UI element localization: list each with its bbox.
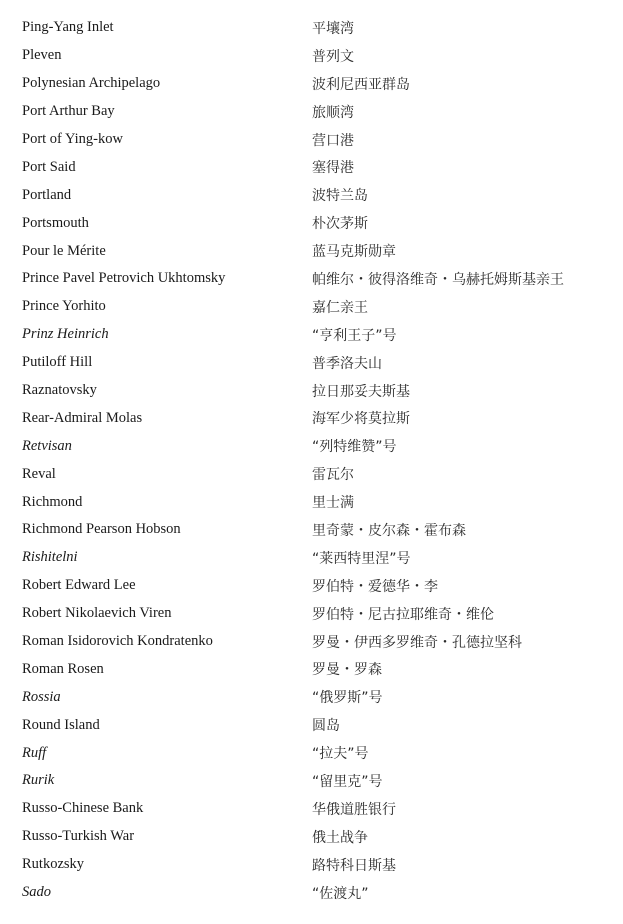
english-term: Ruff [22, 744, 47, 761]
glossary-entry [0, 377, 623, 405]
chinese-translation: 嘉仁亲王 [312, 299, 368, 316]
chinese-translation: 海军少将莫拉斯 [312, 411, 410, 428]
glossary-entry [0, 265, 623, 293]
english-term: Raznatovsky [22, 382, 97, 399]
chinese-translation: 罗伯特・尼古拉耶维奇・维伦 [312, 606, 494, 623]
chinese-translation: 蓝马克斯勋章 [312, 244, 396, 261]
chinese-translation: “拉夫”号 [312, 746, 369, 763]
chinese-translation: 帕维尔・彼得洛维奇・乌赫托姆斯基亲王 [312, 271, 564, 288]
english-term: Robert Nikolaevich Viren [22, 605, 172, 622]
english-term: Reval [22, 465, 56, 482]
glossary-entry [0, 683, 623, 711]
chinese-translation: 普列文 [312, 48, 354, 65]
english-term: Portsmouth [22, 214, 89, 231]
english-term: Prince Yorhito [22, 298, 106, 315]
english-term: Putiloff Hill [22, 354, 93, 371]
chinese-translation: 波特兰岛 [312, 188, 368, 205]
english-term: Rurik [22, 772, 55, 789]
chinese-translation: 平壤湾 [312, 20, 354, 37]
english-term: Port Said [22, 158, 76, 175]
glossary-entry [0, 349, 623, 377]
glossary-list [0, 14, 623, 907]
english-term: Roman Rosen [22, 660, 104, 677]
english-term: Pour le Mérite [22, 242, 106, 259]
english-term: Portland [22, 186, 72, 203]
chinese-translation: 雷瓦尔 [312, 467, 354, 484]
glossary-entry [0, 209, 623, 237]
chinese-translation: 旅顺湾 [312, 104, 354, 121]
chinese-translation: 里奇蒙・皮尔森・霍布森 [312, 522, 466, 539]
glossary-entry [0, 795, 623, 823]
chinese-translation: 圆岛 [312, 718, 340, 735]
glossary-entry [0, 628, 623, 656]
glossary-entry [0, 321, 623, 349]
chinese-translation: “佐渡丸” [312, 885, 369, 902]
chinese-translation: 营口港 [312, 132, 354, 149]
glossary-entry [0, 293, 623, 321]
english-term: Richmond [22, 493, 83, 510]
english-term: Sado [22, 884, 51, 901]
glossary-entry [0, 711, 623, 739]
english-term: Prince Pavel Petrovich Ukhtomsky [22, 270, 226, 287]
english-term: Rear-Admiral Molas [22, 409, 143, 426]
chinese-translation: 塞得港 [312, 160, 354, 177]
chinese-translation: 朴次茅斯 [312, 216, 368, 233]
english-term: Polynesian Archipelago [22, 75, 161, 92]
glossary-entry [0, 126, 623, 154]
english-term: Robert Edward Lee [22, 577, 136, 594]
glossary-entry [0, 14, 623, 42]
english-term: Russo-Turkish War [22, 828, 135, 845]
glossary-entry [0, 98, 623, 126]
chinese-translation: 波利尼西亚群岛 [312, 76, 410, 93]
english-term: Retvisan [22, 437, 72, 454]
glossary-entry [0, 544, 623, 572]
chinese-translation: 里士满 [312, 495, 354, 512]
glossary-entry [0, 460, 623, 488]
english-term: Prinz Heinrich [22, 326, 109, 343]
english-term: Port of Ying-kow [22, 131, 123, 147]
chinese-translation: 俄土战争 [312, 829, 368, 846]
glossary-entry [0, 739, 623, 767]
chinese-translation: “莱西特里涅”号 [312, 550, 411, 567]
glossary-entry [0, 655, 623, 683]
chinese-translation: “列特维赞”号 [312, 439, 397, 456]
chinese-translation: 罗伯特・爱德华・李 [312, 578, 438, 595]
glossary-entry [0, 181, 623, 209]
chinese-translation: “留里克”号 [312, 773, 383, 790]
glossary-entry [0, 237, 623, 265]
glossary-entry [0, 572, 623, 600]
english-term: Rossia [22, 688, 61, 705]
english-term: Roman Isidorovich Kondratenko [22, 633, 213, 650]
chinese-translation: 华俄道胜银行 [312, 801, 396, 818]
glossary-entry [0, 767, 623, 795]
english-term: Round Island [22, 716, 100, 733]
glossary-entry [0, 851, 623, 879]
chinese-translation: 路特科日斯基 [312, 857, 396, 874]
english-term: Rutkozsky [22, 856, 85, 873]
english-term: Russo-Chinese Bank [22, 800, 144, 817]
glossary-entry [0, 879, 623, 907]
glossary-entry [0, 70, 623, 98]
glossary-entry [0, 823, 623, 851]
english-term: Port Arthur Bay [22, 103, 115, 120]
english-term: Ping-Yang Inlet [22, 19, 114, 36]
chinese-translation: 普季洛夫山 [312, 355, 382, 372]
glossary-entry [0, 42, 623, 70]
chinese-translation: “俄罗斯”号 [312, 690, 383, 707]
glossary-entry [0, 600, 623, 628]
glossary-entry [0, 432, 623, 460]
glossary-entry [0, 488, 623, 516]
chinese-translation: 罗曼・伊西多罗维奇・孔德拉坚科 [312, 634, 522, 651]
glossary-entry [0, 404, 623, 432]
glossary-entry [0, 153, 623, 181]
chinese-translation: 罗曼・罗森 [312, 662, 382, 679]
chinese-translation: 拉日那妥夫斯基 [312, 383, 410, 400]
chinese-translation: “亨利王子”号 [312, 327, 397, 344]
glossary-entry [0, 516, 623, 544]
english-term: Rishitelni [22, 549, 78, 566]
english-term: Richmond Pearson Hobson [22, 521, 181, 538]
english-term: Pleven [22, 47, 62, 64]
